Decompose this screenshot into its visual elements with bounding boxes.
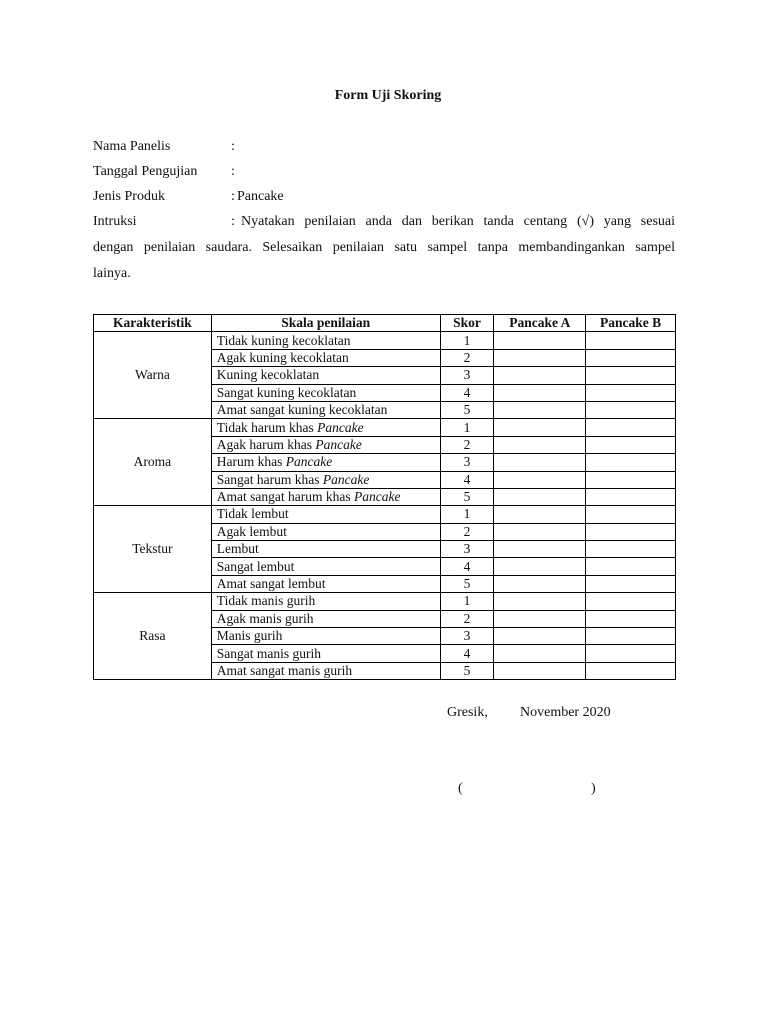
place-name: Gresik, [447,705,488,720]
pancake-b-cell[interactable] [586,645,676,662]
scale-text: Kuning kecoklatan [216,367,320,383]
characteristic-cell: Tekstur [94,506,212,593]
pancake-a-cell[interactable] [494,645,586,662]
pancake-a-cell[interactable] [494,558,586,575]
field-separator: : [231,139,235,154]
pancake-b-cell[interactable] [586,419,676,436]
pancake-a-cell[interactable] [494,488,586,505]
pancake-a-cell[interactable] [494,610,586,627]
field-intruksi [93,212,675,232]
skor-cell: 2 [440,523,494,540]
scale-cell [211,523,440,540]
scale-cell [211,558,440,575]
field-label: Nama Panelis [93,139,171,154]
scale-text: Amat sangat lembut [216,576,326,592]
scale-cell [211,593,440,610]
scale-cell [211,332,440,349]
scale-text: Amat sangat harum khas [216,489,355,505]
pancake-b-cell[interactable] [586,454,676,471]
table-row [94,332,676,349]
field-separator: : [231,189,235,204]
scale-cell [211,419,440,436]
signature-close-paren: ) [591,781,596,796]
table-row [94,419,676,436]
pancake-b-cell[interactable] [586,523,676,540]
scale-cell [211,541,440,558]
skor-cell: 5 [440,401,494,418]
scale-text: Lembut [216,541,259,557]
instruction-line-2: dengan penilaian saudara. Selesaikan penilaian satu sampel tanpa membandingankan sampel [93,240,675,255]
field-label: Intruksi [93,214,137,229]
scale-text: Amat sangat kuning kecoklatan [216,402,388,418]
skor-cell: 2 [440,610,494,627]
pancake-a-cell[interactable] [494,454,586,471]
scale-text: Agak lembut [216,523,287,539]
skor-cell: 3 [440,454,494,471]
skor-cell: 3 [440,628,494,645]
scale-text: Harum khas [216,454,286,470]
scale-text: Manis gurih [216,628,283,644]
scale-text: Sangat manis gurih [216,645,322,661]
pancake-a-cell[interactable] [494,436,586,453]
scale-cell [211,401,440,418]
pancake-b-cell[interactable] [586,662,676,679]
skor-cell: 1 [440,593,494,610]
pancake-b-cell[interactable] [586,471,676,488]
scale-text: Agak manis gurih [216,610,314,626]
scale-text: Sangat harum khas [216,471,323,487]
pancake-a-cell[interactable] [494,575,586,592]
field-label: Jenis Produk [93,189,165,204]
date-text: November 2020 [520,705,611,720]
characteristic-cell: Aroma [94,419,212,506]
pancake-a-cell[interactable] [494,384,586,401]
scale-italic-text: Pancake [317,419,364,435]
skor-cell: 2 [440,436,494,453]
skor-cell: 1 [440,332,494,349]
scale-text: Sangat lembut [216,558,295,574]
scale-text: Agak kuning kecoklatan [216,349,349,365]
pancake-a-cell[interactable] [494,541,586,558]
scale-cell [211,471,440,488]
table-row [94,506,676,523]
skor-cell: 5 [440,488,494,505]
pancake-b-cell[interactable] [586,575,676,592]
skor-cell: 2 [440,349,494,366]
pancake-a-cell[interactable] [494,593,586,610]
skor-cell: 4 [440,384,494,401]
scale-cell [211,610,440,627]
scale-text: Tidak manis gurih [216,593,316,609]
pancake-b-cell[interactable] [586,384,676,401]
skor-cell: 4 [440,471,494,488]
instruction-line-3: lainya. [93,266,131,281]
pancake-a-cell[interactable] [494,662,586,679]
field-separator: : [231,164,235,179]
scale-italic-text: Pancake [322,471,370,487]
scale-cell [211,662,440,679]
skor-cell: 5 [440,575,494,592]
scale-cell [211,384,440,401]
pancake-a-cell[interactable] [494,367,586,384]
scale-cell [211,488,440,505]
header-skala-penilaian: Skala penilaian [211,315,440,332]
scale-cell [211,628,440,645]
scale-text: Sangat kuning kecoklatan [216,384,357,400]
scale-cell [211,645,440,662]
field-label: Tanggal Pengujian [93,164,198,179]
header-pancake-b: Pancake B [586,315,676,332]
pancake-b-cell[interactable] [586,436,676,453]
field-value: Pancake [237,189,284,204]
pancake-a-cell[interactable] [494,471,586,488]
table-row [94,593,676,610]
signature-place [447,705,488,721]
scale-text: Tidak kuning kecoklatan [216,332,351,348]
signature-date [520,705,611,721]
scoring-table [93,314,676,680]
skor-cell: 1 [440,506,494,523]
table-body [94,332,676,680]
skor-cell: 1 [440,419,494,436]
pancake-b-cell[interactable] [586,610,676,627]
scale-cell [211,575,440,592]
pancake-b-cell[interactable] [586,506,676,523]
scale-text: Agak harum khas [216,436,316,452]
signature-open-paren: ( [458,781,463,796]
header-pancake-a: Pancake A [494,315,586,332]
pancake-a-cell[interactable] [494,419,586,436]
instruction-line-1: Nyatakan penilaian anda dan berikan tanda centang (√) yang sesuai [241,214,675,229]
pancake-a-cell[interactable] [494,401,586,418]
scale-cell [211,436,440,453]
scale-text: Tidak harum khas [216,419,318,435]
pancake-a-cell[interactable] [494,523,586,540]
scale-cell [211,349,440,366]
pancake-a-cell[interactable] [494,332,586,349]
skor-cell: 3 [440,541,494,558]
skor-cell: 4 [440,645,494,662]
pancake-a-cell[interactable] [494,349,586,366]
scale-cell [211,454,440,471]
scale-italic-text: Pancake [315,436,362,452]
characteristic-cell: Rasa [94,593,212,680]
pancake-b-cell[interactable] [586,558,676,575]
form-title: Form Uji Skoring [334,88,442,103]
pancake-b-cell[interactable] [586,367,676,384]
table-header-row [94,315,676,332]
header-karakteristik: Karakteristik [94,315,212,332]
scale-italic-text: Pancake [354,489,401,505]
pancake-b-cell[interactable] [586,593,676,610]
scale-italic-text: Pancake [285,454,333,470]
scale-cell [211,506,440,523]
pancake-a-cell[interactable] [494,628,586,645]
pancake-b-cell[interactable] [586,401,676,418]
field-separator: : [231,214,235,229]
pancake-b-cell[interactable] [586,541,676,558]
skor-cell: 3 [440,367,494,384]
characteristic-cell: Warna [94,332,212,419]
scale-text: Amat sangat manis gurih [216,663,353,678]
pancake-b-cell[interactable] [586,628,676,645]
scale-cell [211,367,440,384]
scale-text: Tidak lembut [216,506,289,522]
pancake-b-cell[interactable] [586,332,676,349]
header-skor: Skor [440,315,494,332]
skor-cell: 4 [440,558,494,575]
pancake-b-cell[interactable] [586,349,676,366]
pancake-a-cell[interactable] [494,506,586,523]
skor-cell: 5 [440,662,494,679]
pancake-b-cell[interactable] [586,488,676,505]
instruction-continuation [93,235,675,287]
